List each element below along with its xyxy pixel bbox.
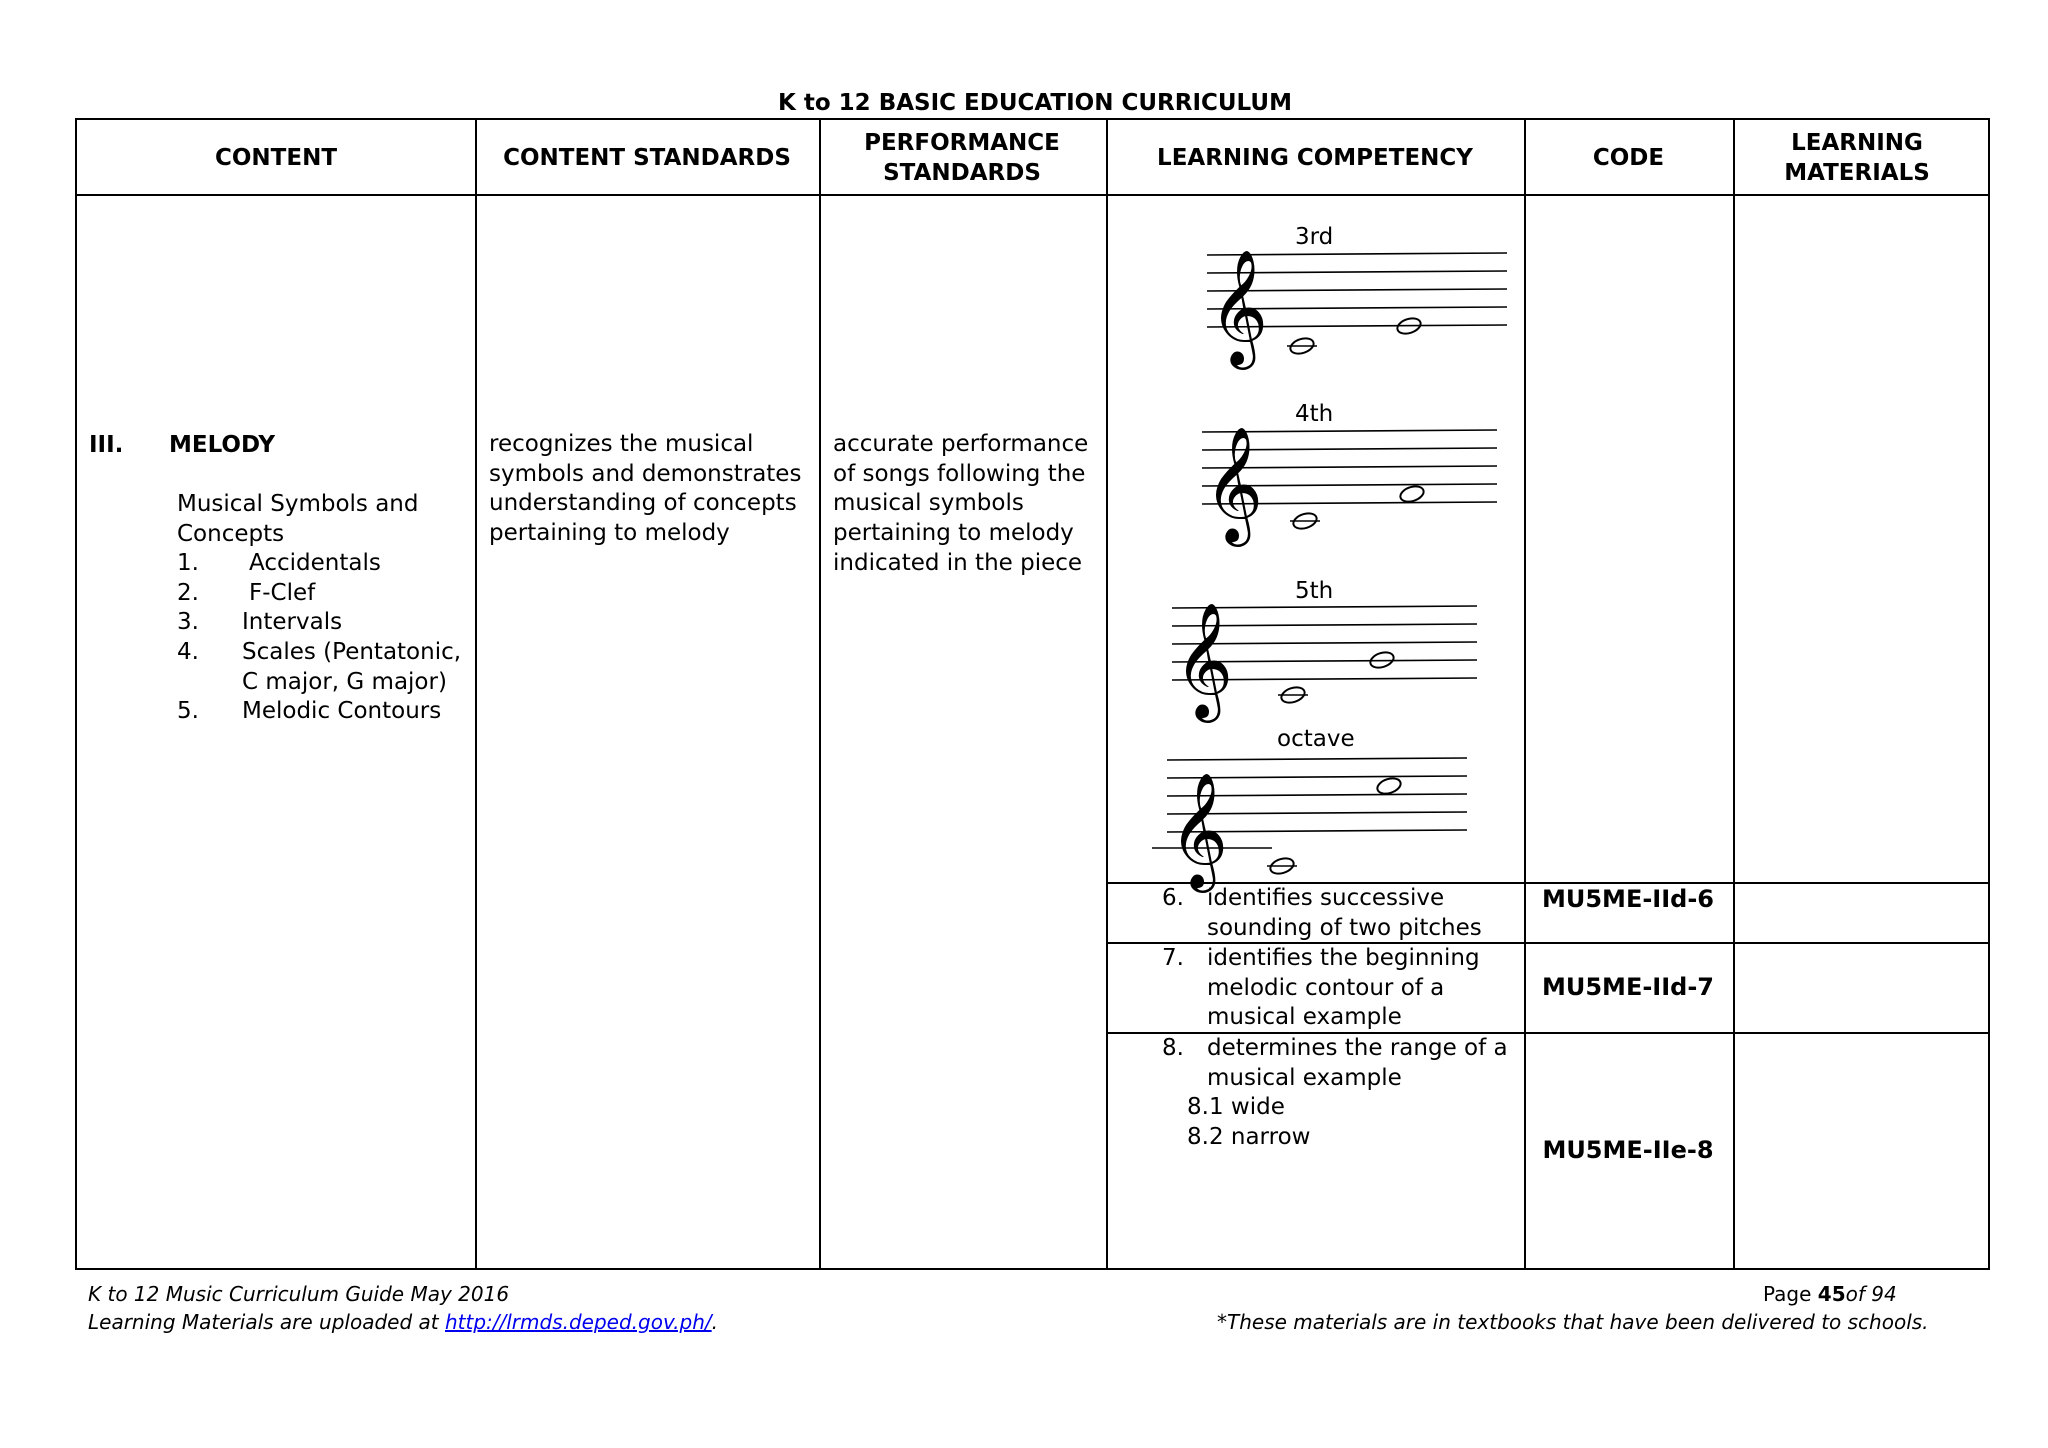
subheading: Musical Symbols and Concepts [177,491,419,547]
competency-8-text: determines the range of a musical example [1207,1035,1508,1091]
document-title: K to 12 BASIC EDUCATION CURRICULUM [778,90,1292,116]
competency-7-number: 7. [1162,945,1184,971]
column-divider [819,120,821,1268]
header-learning-competency: LEARNING COMPETENCY [1157,145,1473,171]
list-item: C major, G major) [242,668,447,695]
interval-label-octave: octave [1277,726,1355,752]
staff-4th [1202,422,1502,542]
section-heading: MELODY [169,432,276,458]
competency-8-subitems: 8.1 wide 8.2 narrow [1187,1094,1311,1150]
list-item: 5. Melodic Contours [177,698,442,725]
footer-textbook-note: *These materials are in textbooks that have been delivered to schools. [1217,1310,1929,1334]
competency-6-text: identifies successive sounding of two pitches [1207,885,1482,941]
competency-7-text: identifies the beginning melodic contour of a musical example [1207,945,1480,1031]
code-competency-6: MU5ME-IId-6 [1541,885,1714,913]
whole-note-icon [1398,484,1425,505]
treble-clef-icon: 𝄞 [1204,425,1264,542]
content-standards-text: recognizes the musical symbols and demonstrates understanding of concepts pertaining to melody [489,431,802,547]
list-item: 1. Accidentals [177,550,381,576]
whole-note-icon [1375,776,1402,797]
performance-standards-text: accurate performance of songs following the musical symbols pertaining to melody indicated in the piece [833,431,1089,576]
competency-8-number: 8. [1162,1035,1184,1061]
column-divider [1733,120,1735,1268]
interval-label-5th: 5th [1295,578,1334,604]
curriculum-table [75,118,1990,1270]
header-content: CONTENT [214,145,338,171]
footer-guide: K to 12 Music Curriculum Guide May 2016 [88,1282,510,1306]
code-competency-7: MU5ME-IId-7 [1541,973,1714,1001]
page-number: Page 45of 94 [1763,1282,1897,1306]
column-divider [475,120,477,1268]
interval-label-3rd: 3rd [1295,224,1334,250]
column-divider [1524,120,1526,1268]
header-code: CODE [1592,145,1665,171]
lrmds-link[interactable]: http://lrmds.deped.gov.ph/ [444,1310,712,1334]
content-list [177,549,467,727]
header-learning-materials: LEARNING MATERIALS [1784,130,1930,186]
code-competency-8: MU5ME-IIe-8 [1542,1136,1714,1164]
header-performance-standards: PERFORMANCE STANDARDS [864,130,1060,186]
section-number: III. [89,432,124,458]
treble-clef-icon: 𝄞 [1209,248,1269,365]
staff-5th [1172,598,1482,718]
list-item: 2. F-Clef [177,579,316,606]
competency-6-number: 6. [1162,885,1184,911]
treble-clef-icon: 𝄞 [1169,771,1229,888]
header-content-standards: CONTENT STANDARDS [503,145,791,171]
list-item: 4. Scales (Pentatonic, [177,639,462,666]
column-divider [1106,120,1108,1268]
treble-clef-icon: 𝄞 [1174,601,1234,718]
list-item: 3. Intervals [177,609,343,636]
staff-3rd [1207,245,1507,365]
footer-upload-note: Learning Materials are uploaded at http://lrmds.deped.gov.ph/. [88,1310,719,1334]
interval-label-4th: 4th [1295,401,1334,427]
staff-octave [1152,756,1472,888]
